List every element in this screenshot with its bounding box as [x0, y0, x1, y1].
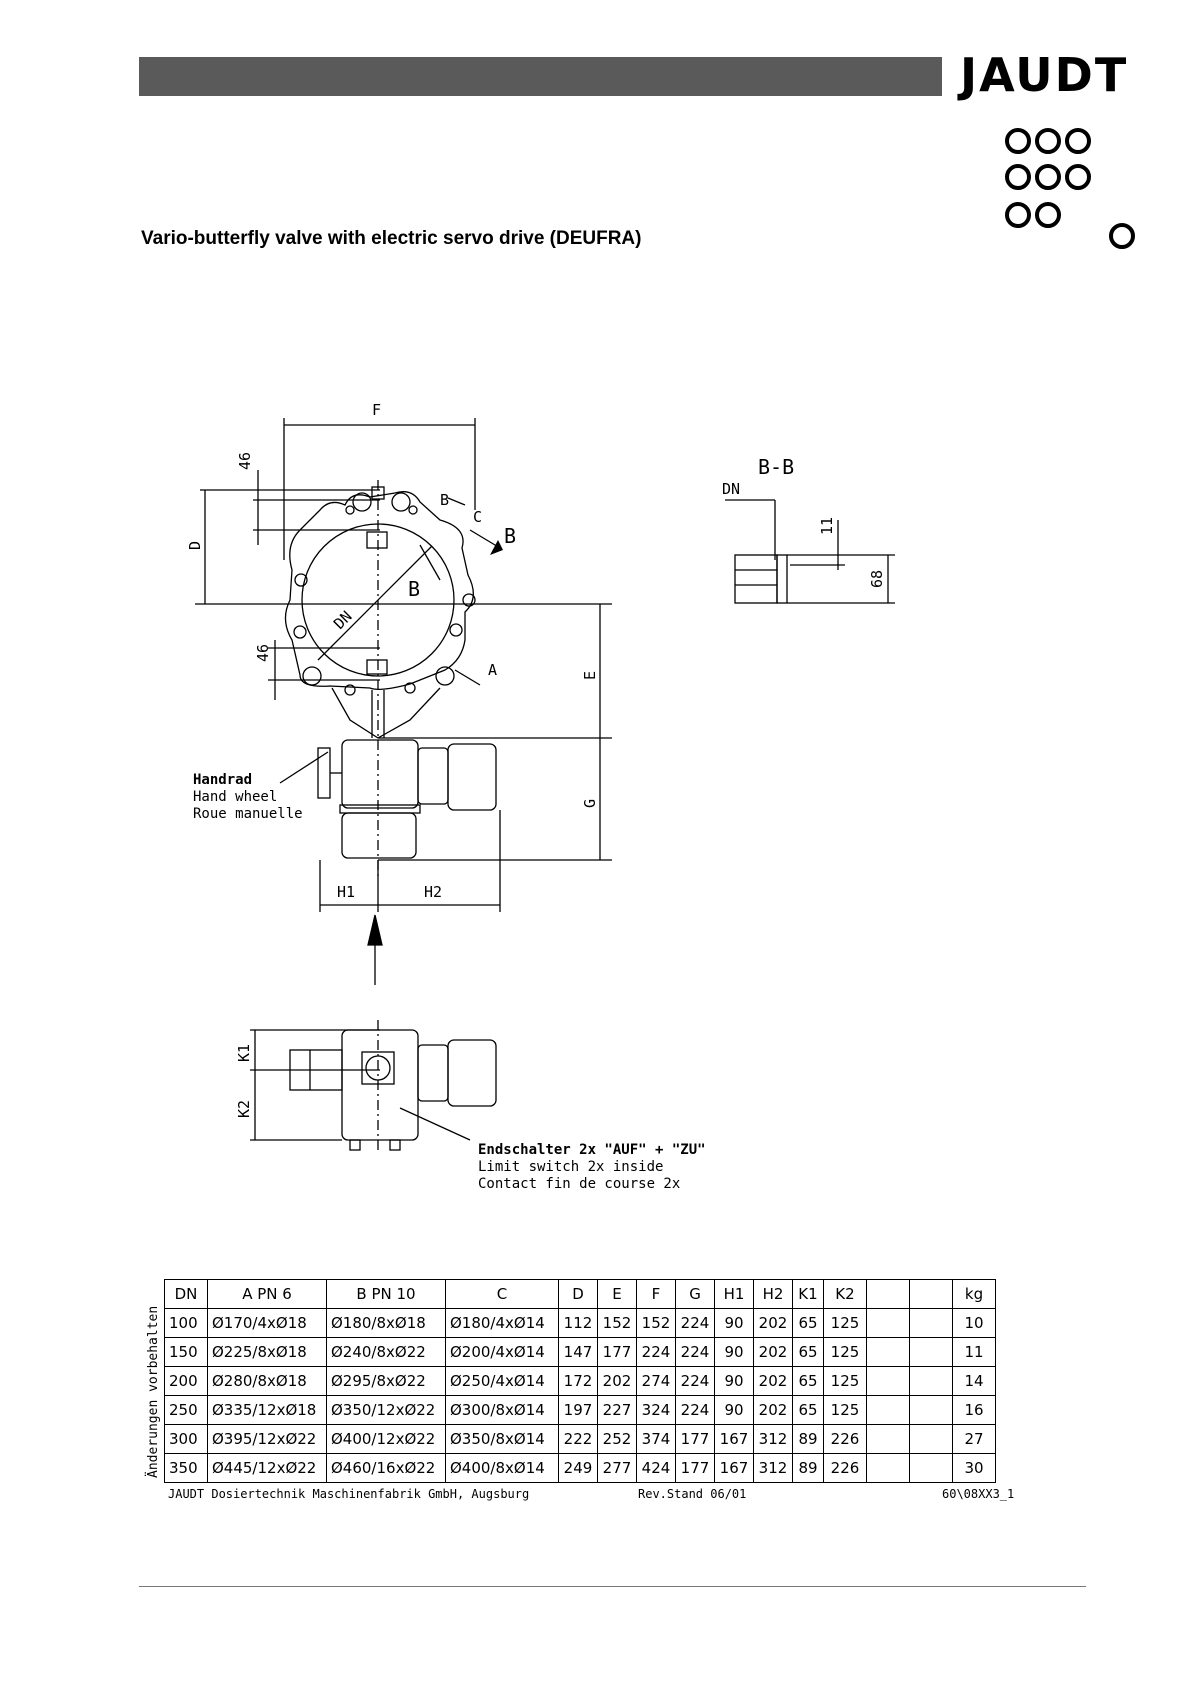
table-cell: 90 — [715, 1338, 754, 1367]
handwheel-label-de: Handrad — [193, 772, 253, 788]
table-cell: 374 — [637, 1425, 676, 1454]
table-cell: 150 — [165, 1338, 208, 1367]
table-cell: 177 — [598, 1338, 637, 1367]
table-cell: 202 — [598, 1367, 637, 1396]
table-cell: 252 — [598, 1425, 637, 1454]
table-cell — [867, 1309, 910, 1338]
label-d: D — [186, 540, 204, 550]
label-k1: K1 — [235, 1043, 253, 1062]
table-cell: Ø300/8xØ14 — [446, 1396, 559, 1425]
section-dn: DN — [722, 480, 741, 498]
col-header — [867, 1280, 910, 1309]
footer-revision: Rev.Stand 06/01 — [638, 1487, 747, 1501]
label-dn: DN — [330, 607, 356, 633]
label-g: G — [581, 798, 599, 808]
label-c: C — [473, 508, 483, 526]
col-header: H2 — [754, 1280, 793, 1309]
table-cell — [867, 1396, 910, 1425]
table-row — [165, 1367, 996, 1396]
label-b-center: B — [408, 577, 421, 601]
label-k2: K2 — [235, 1099, 253, 1118]
table-row — [165, 1454, 996, 1483]
table-cell: 10 — [953, 1309, 996, 1338]
col-header — [910, 1280, 953, 1309]
table-cell: 16 — [953, 1396, 996, 1425]
table-cell: 100 — [165, 1309, 208, 1338]
table-cell: 227 — [598, 1396, 637, 1425]
table-cell: 226 — [824, 1425, 867, 1454]
table-cell: 65 — [793, 1396, 824, 1425]
table-cell: 152 — [637, 1309, 676, 1338]
table-cell: Ø180/4xØ14 — [446, 1309, 559, 1338]
col-header: D — [559, 1280, 598, 1309]
table-cell: 152 — [598, 1309, 637, 1338]
table-cell: 300 — [165, 1425, 208, 1454]
dimension-table — [164, 1279, 996, 1483]
table-cell: 249 — [559, 1454, 598, 1483]
table-cell: 250 — [165, 1396, 208, 1425]
table-cell — [910, 1367, 953, 1396]
label-b-small: B — [440, 491, 450, 509]
table-row — [165, 1396, 996, 1425]
label-46-mid: 46 — [254, 643, 272, 662]
label-e: E — [581, 670, 599, 680]
footer-doc-number: 60\08XX3_1 — [942, 1487, 1015, 1501]
table-cell: 177 — [676, 1454, 715, 1483]
table-cell: 202 — [754, 1396, 793, 1425]
table-cell: Ø225/8xØ18 — [208, 1338, 327, 1367]
table-cell: Ø280/8xØ18 — [208, 1367, 327, 1396]
table-cell: 224 — [676, 1338, 715, 1367]
footer-company: JAUDT Dosiertechnik Maschinenfabrik GmbH, Augsburg — [168, 1487, 530, 1501]
col-header: C — [446, 1280, 559, 1309]
table-cell: 312 — [754, 1425, 793, 1454]
side-note-changes-reserved: Änderungen vorbehalten — [146, 1305, 161, 1478]
table-row — [165, 1309, 996, 1338]
table-cell: 224 — [676, 1396, 715, 1425]
limit-switch-label-de: Endschalter 2x "AUF" + "ZU" — [478, 1142, 706, 1158]
table-cell: 112 — [559, 1309, 598, 1338]
bottom-divider — [139, 1586, 1086, 1587]
table-cell: 277 — [598, 1454, 637, 1483]
table-cell: 324 — [637, 1396, 676, 1425]
table-cell: 89 — [793, 1425, 824, 1454]
table-cell: 226 — [824, 1454, 867, 1483]
table-cell: Ø240/8xØ22 — [327, 1338, 446, 1367]
col-header: K2 — [824, 1280, 867, 1309]
table-cell: 65 — [793, 1338, 824, 1367]
table-cell: Ø170/4xØ18 — [208, 1309, 327, 1338]
table-cell: 350 — [165, 1454, 208, 1483]
table-cell: 222 — [559, 1425, 598, 1454]
table-cell: 224 — [676, 1367, 715, 1396]
limit-switch-label-fr: Contact fin de course 2x — [478, 1176, 681, 1192]
col-header: H1 — [715, 1280, 754, 1309]
table-cell — [867, 1454, 910, 1483]
table-cell: Ø250/4xØ14 — [446, 1367, 559, 1396]
table-cell: 125 — [824, 1338, 867, 1367]
table-cell: 202 — [754, 1309, 793, 1338]
table-cell: 167 — [715, 1454, 754, 1483]
handwheel-label-fr: Roue manuelle — [193, 806, 303, 822]
table-cell: 424 — [637, 1454, 676, 1483]
limit-switch-label-en: Limit switch 2x inside — [478, 1159, 664, 1175]
label-h2: H2 — [424, 883, 443, 901]
table-cell: Ø335/12xØ18 — [208, 1396, 327, 1425]
table-cell: 177 — [676, 1425, 715, 1454]
col-header: G — [676, 1280, 715, 1309]
label-a: A — [488, 661, 498, 679]
table-header-row — [165, 1280, 996, 1309]
table-cell: 14 — [953, 1367, 996, 1396]
table-cell: Ø460/16xØ22 — [327, 1454, 446, 1483]
brand-logo: JAUDT — [960, 48, 1129, 102]
col-header: kg — [953, 1280, 996, 1309]
table-row — [165, 1425, 996, 1454]
label-f: F — [372, 401, 382, 419]
table-cell: 274 — [637, 1367, 676, 1396]
table-cell: 90 — [715, 1309, 754, 1338]
col-header: B PN 10 — [327, 1280, 446, 1309]
col-header: E — [598, 1280, 637, 1309]
table-cell: 172 — [559, 1367, 598, 1396]
table-cell: 197 — [559, 1396, 598, 1425]
label-46-top: 46 — [236, 451, 254, 470]
col-header: DN — [165, 1280, 208, 1309]
table-cell: 30 — [953, 1454, 996, 1483]
table-cell: Ø295/8xØ22 — [327, 1367, 446, 1396]
table-cell: Ø400/8xØ14 — [446, 1454, 559, 1483]
section-title: B-B — [758, 455, 795, 479]
label-b-arrow: B — [504, 524, 517, 548]
table-cell — [910, 1309, 953, 1338]
col-header: A PN 6 — [208, 1280, 327, 1309]
table-cell: 312 — [754, 1454, 793, 1483]
table-cell: Ø445/12xØ22 — [208, 1454, 327, 1483]
table-cell: 167 — [715, 1425, 754, 1454]
table-cell: 65 — [793, 1309, 824, 1338]
table-cell — [867, 1338, 910, 1367]
label-h1: H1 — [337, 883, 356, 901]
col-header: F — [637, 1280, 676, 1309]
table-cell: 27 — [953, 1425, 996, 1454]
table-cell — [867, 1367, 910, 1396]
table-cell: 200 — [165, 1367, 208, 1396]
section-dim-68: 68 — [868, 569, 886, 588]
table-cell: Ø395/12xØ22 — [208, 1425, 327, 1454]
table-cell: 224 — [637, 1338, 676, 1367]
table-cell — [910, 1454, 953, 1483]
table-cell: 125 — [824, 1309, 867, 1338]
table-cell: 90 — [715, 1367, 754, 1396]
table-cell: 11 — [953, 1338, 996, 1367]
table-cell: Ø180/8xØ18 — [327, 1309, 446, 1338]
table-cell: 125 — [824, 1396, 867, 1425]
table-cell: 125 — [824, 1367, 867, 1396]
table-row — [165, 1338, 996, 1367]
handwheel-label-en: Hand wheel — [193, 789, 278, 805]
table-cell: 65 — [793, 1367, 824, 1396]
table-cell — [910, 1338, 953, 1367]
table-cell: Ø350/12xØ22 — [327, 1396, 446, 1425]
table-cell — [910, 1425, 953, 1454]
table-cell: 224 — [676, 1309, 715, 1338]
page-title: Vario-butterfly valve with electric servo drive (DEUFRA) — [141, 228, 642, 249]
table-cell: 89 — [793, 1454, 824, 1483]
table-cell: 202 — [754, 1338, 793, 1367]
table-cell: 202 — [754, 1367, 793, 1396]
col-header: K1 — [793, 1280, 824, 1309]
section-dim-11: 11 — [818, 516, 836, 535]
table-cell: 90 — [715, 1396, 754, 1425]
table-cell: Ø200/4xØ14 — [446, 1338, 559, 1367]
table-cell — [910, 1396, 953, 1425]
table-cell: Ø350/8xØ14 — [446, 1425, 559, 1454]
table-cell: Ø400/12xØ22 — [327, 1425, 446, 1454]
table-cell: 147 — [559, 1338, 598, 1367]
table-cell — [867, 1425, 910, 1454]
